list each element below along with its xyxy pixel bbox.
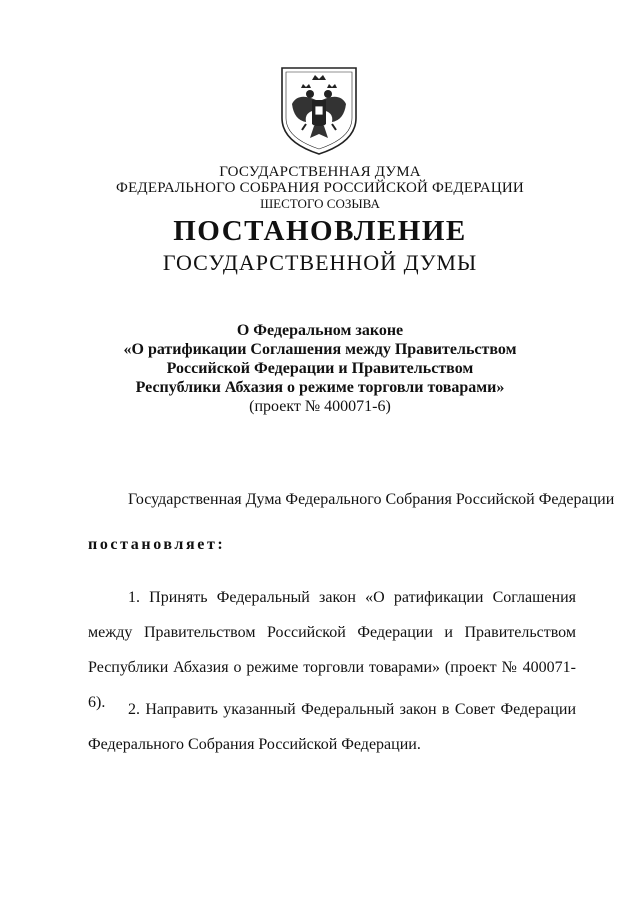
subject-line-1: О Федеральном законе (236, 322, 404, 339)
resolves-label: постановляет: (88, 536, 226, 553)
header-line-2: ФЕДЕРАЛЬНОГО СОБРАНИЯ РОССИЙСКОЙ ФЕДЕРАЦИИ (116, 180, 524, 196)
resolution-item-2: 2. Направить указанный Федеральный закон в Совет Федерации Федерального Собрания Российской Федерации. (88, 701, 576, 753)
document-title: ПОСТАНОВЛЕНИЕ (173, 215, 467, 247)
subject-line-4: Республики Абхазия о режиме торговли товарами» (135, 379, 505, 396)
coat-of-arms-icon (276, 64, 362, 156)
project-number: (проект № 400071-6) (249, 398, 391, 415)
resolution-item-1: 1. Принять Федеральный закон «О ратификации Соглашения между Правительством Российской Федерации и Правительством Республики Абхазия о режиме торговли товарами» (проект № 400071-6). (88, 589, 576, 711)
header-line-3: ШЕСТОГО СОЗЫВА (260, 196, 380, 211)
document-subtitle: ГОСУДАРСТВЕННОЙ ДУМЫ (162, 250, 478, 275)
subject-line-3: Российской Федерации и Правительством (166, 360, 474, 377)
subject-line-2: «О ратификации Соглашения между Правительством (123, 341, 517, 358)
header-line-1: ГОСУДАРСТВЕННАЯ ДУМА (219, 164, 421, 180)
intro-paragraph: Государственная Дума Федерального Собрания Российской Федерации (128, 491, 615, 508)
subject-block (0, 321, 640, 416)
